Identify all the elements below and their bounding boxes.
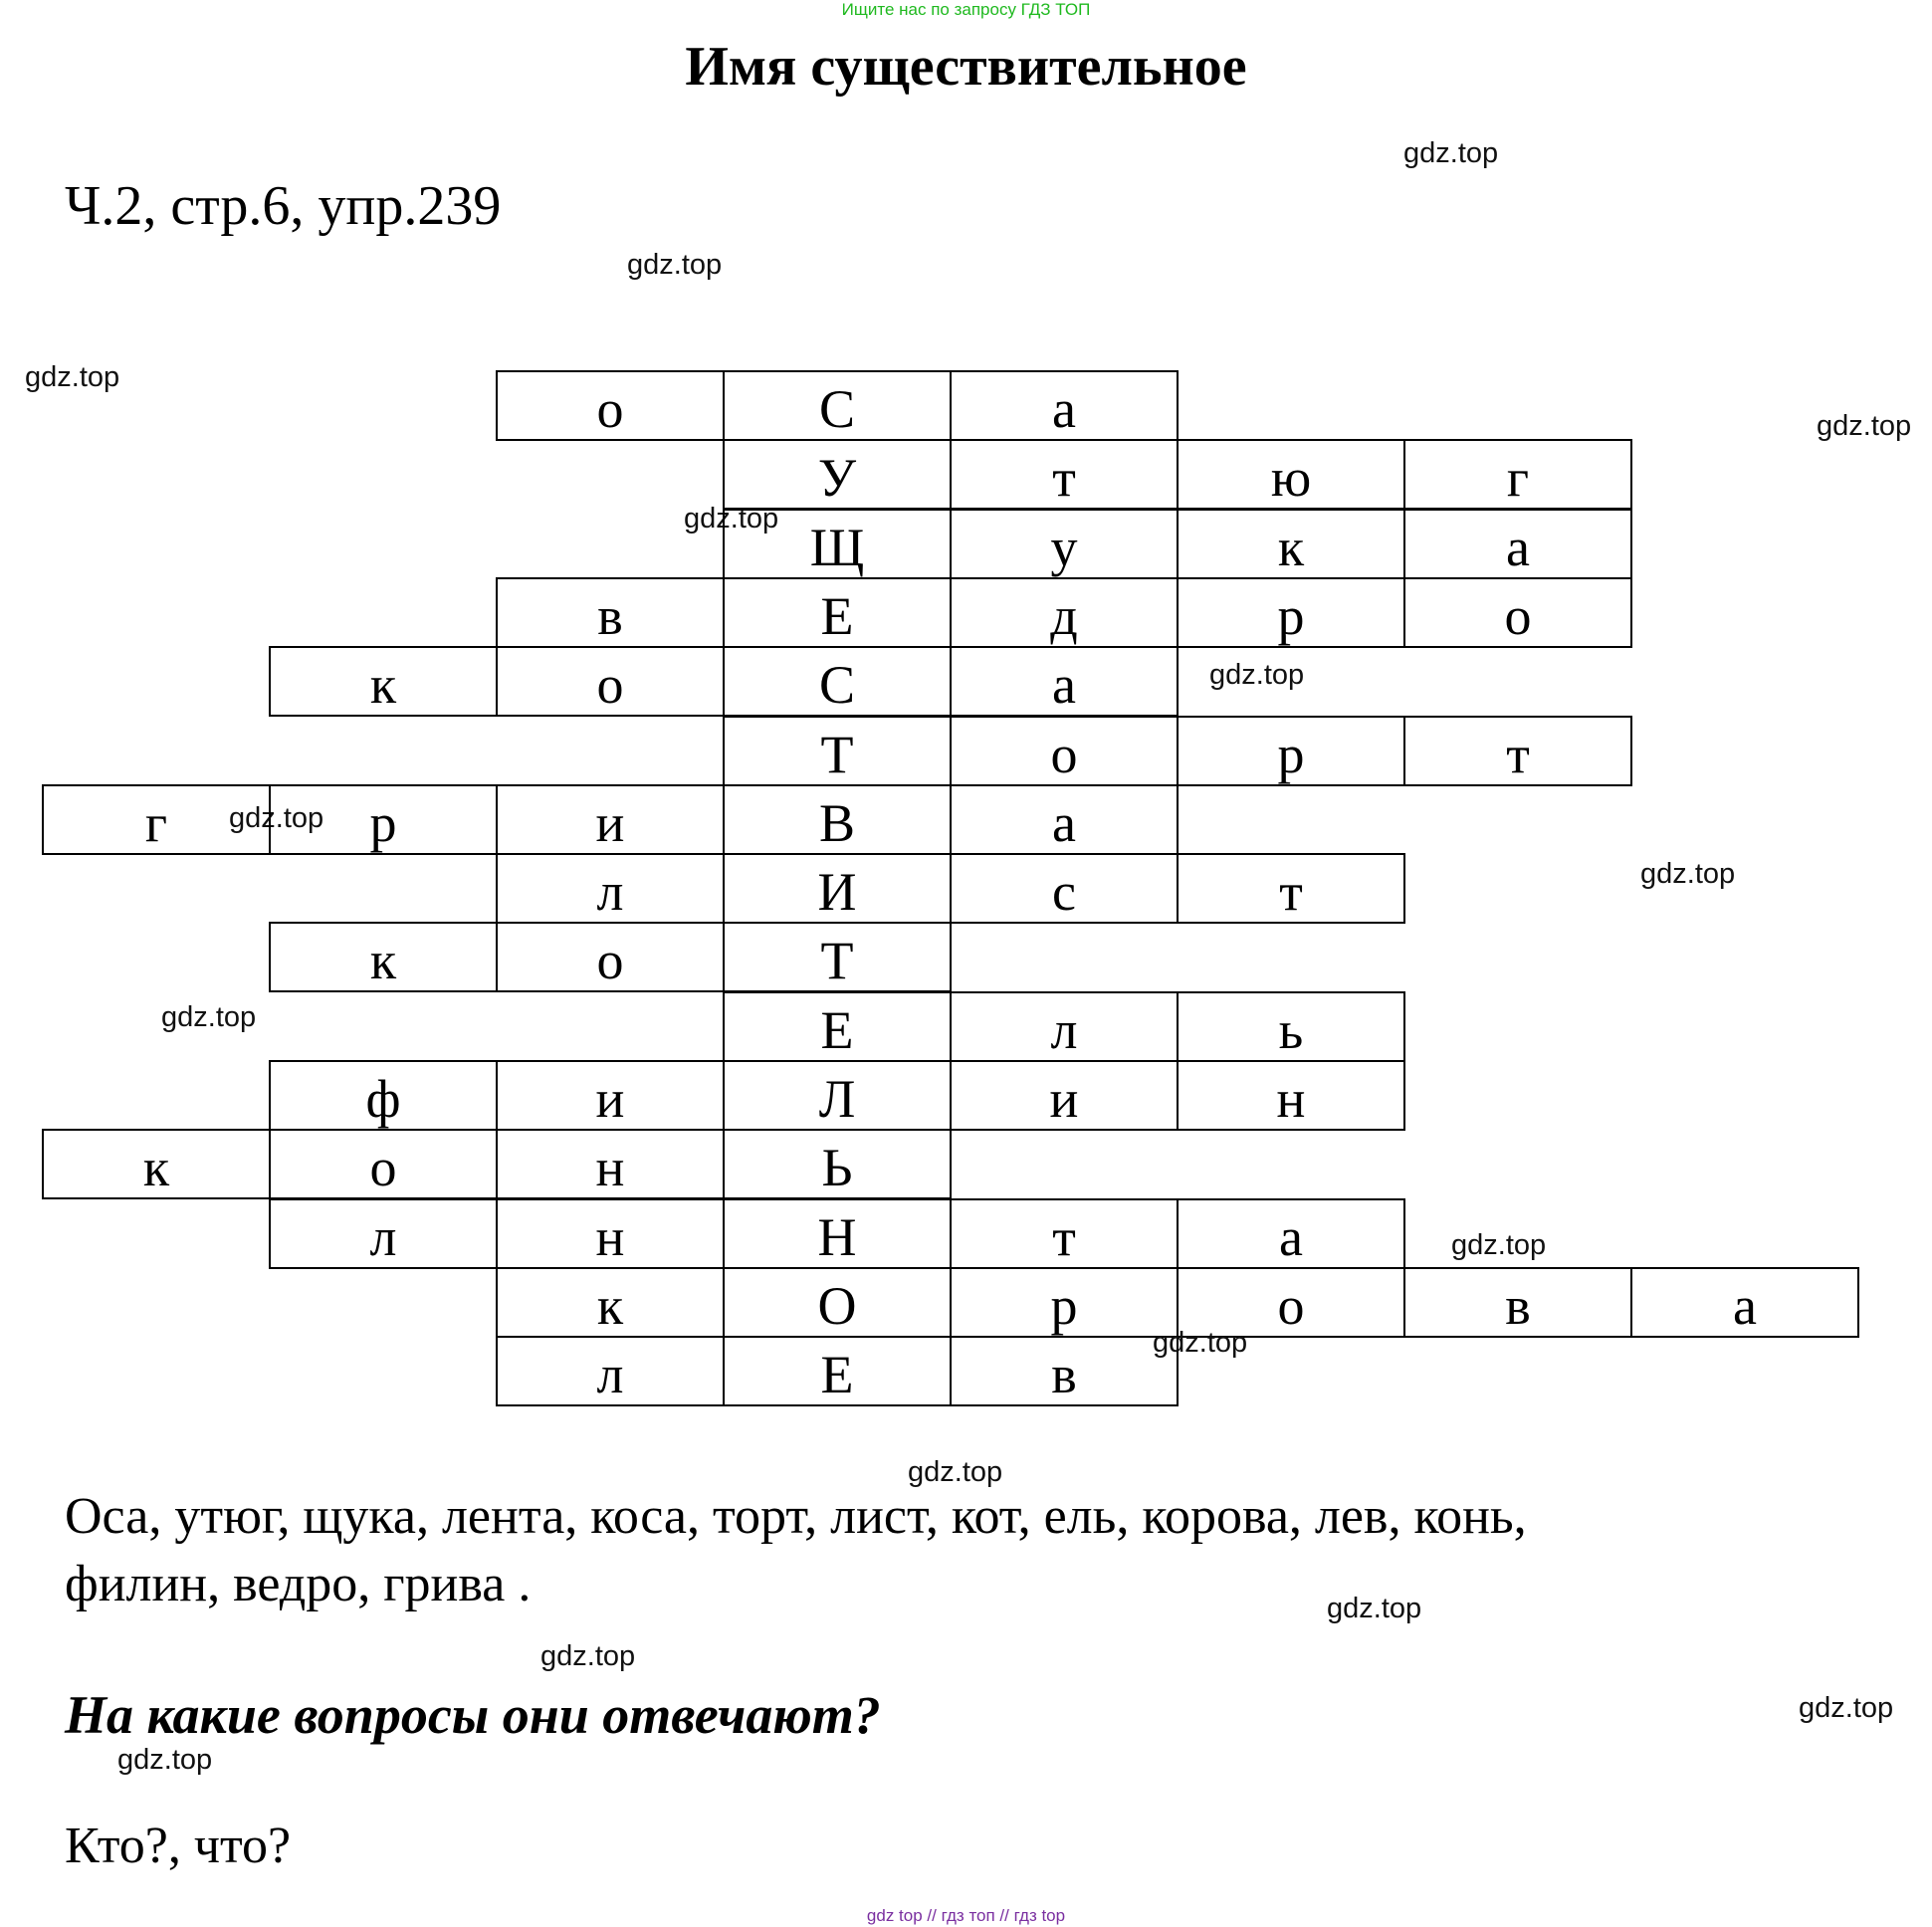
crossword-cell: р — [269, 784, 498, 855]
crossword-cell: г — [1403, 439, 1632, 510]
crossword-cell: а — [1403, 509, 1632, 579]
crossword-cell: а — [1177, 1198, 1405, 1269]
crossword-cell: т — [950, 1198, 1179, 1269]
crossword-cell: а — [950, 370, 1179, 441]
crossword-cell: к — [1177, 509, 1405, 579]
crossword-cell: ю — [1177, 439, 1405, 510]
exercise-reference: Ч.2, стр.6, упр.239 — [65, 175, 502, 237]
crossword-cell: В — [723, 784, 952, 855]
watermark: gdz.top — [1403, 137, 1499, 169]
crossword-cell: Ь — [723, 1129, 952, 1199]
crossword-cell: Е — [723, 1336, 952, 1406]
bottom-banner[interactable]: gdz top // гдз топ // гдз top — [866, 1906, 1066, 1925]
watermark: gdz.top — [684, 503, 779, 535]
crossword-cell: о — [950, 716, 1179, 786]
crossword-cell: р — [1177, 716, 1405, 786]
crossword-cell: и — [496, 784, 725, 855]
question-heading: На какие вопросы они отвечают? — [65, 1685, 881, 1745]
answer-words — [65, 1483, 1856, 1618]
watermark: gdz.top — [25, 361, 120, 393]
crossword-cell: к — [496, 1267, 725, 1338]
crossword-cell: О — [723, 1267, 952, 1338]
crossword-cell: Е — [723, 991, 952, 1062]
crossword-cell: н — [496, 1129, 725, 1199]
crossword-cell: с — [950, 853, 1179, 924]
answer-words-line: филин, ведро, грива . — [65, 1556, 532, 1612]
crossword-cell: Н — [723, 1198, 952, 1269]
crossword-cell: т — [1177, 853, 1405, 924]
crossword-cell: о — [1403, 577, 1632, 648]
crossword-cell: Щ — [723, 509, 952, 579]
crossword-cell: о — [269, 1129, 498, 1199]
watermark: gdz.top — [1153, 1327, 1248, 1359]
crossword-cell: а — [1630, 1267, 1859, 1338]
watermark: gdz.top — [1799, 1692, 1894, 1724]
crossword-cell: Л — [723, 1060, 952, 1131]
watermark: gdz.top — [908, 1456, 1003, 1488]
crossword-cell: к — [42, 1129, 271, 1199]
crossword-cell: в — [1403, 1267, 1632, 1338]
crossword-cell: И — [723, 853, 952, 924]
crossword-cell: ь — [1177, 991, 1405, 1062]
crossword-cell: и — [950, 1060, 1179, 1131]
crossword-cell: в — [950, 1336, 1179, 1406]
answer-words-line: Оса, утюг, щука, лента, коса, торт, лист, кот, ель, корова, лев, конь, — [65, 1488, 1527, 1545]
page-title: Имя существительное — [685, 36, 1247, 98]
crossword-cell: л — [496, 1336, 725, 1406]
crossword-cell: а — [950, 784, 1179, 855]
crossword-cell: ф — [269, 1060, 498, 1131]
crossword-cell: Т — [723, 922, 952, 992]
crossword-cell: т — [1403, 716, 1632, 786]
crossword-cell: и — [496, 1060, 725, 1131]
watermark: gdz.top — [1817, 410, 1912, 442]
crossword-cell: т — [950, 439, 1179, 510]
watermark: gdz.top — [1451, 1229, 1547, 1261]
top-banner[interactable]: Ищите нас по запросу ГДЗ ТОП — [841, 0, 1091, 19]
crossword-cell: к — [269, 922, 498, 992]
crossword-cell: о — [496, 646, 725, 717]
crossword-cell: Т — [723, 716, 952, 786]
watermark: gdz.top — [161, 1001, 257, 1033]
crossword-cell: р — [1177, 577, 1405, 648]
crossword-cell: в — [496, 577, 725, 648]
crossword-cell: л — [950, 991, 1179, 1062]
crossword-cell: л — [496, 853, 725, 924]
crossword-cell: л — [269, 1198, 498, 1269]
crossword-cell: У — [723, 439, 952, 510]
crossword-cell: у — [950, 509, 1179, 579]
watermark: gdz.top — [540, 1640, 636, 1672]
crossword-cell: р — [950, 1267, 1179, 1338]
crossword-cell: к — [269, 646, 498, 717]
watermark: gdz.top — [1327, 1593, 1422, 1624]
watermark: gdz.top — [627, 249, 723, 281]
crossword-cell: о — [496, 922, 725, 992]
question-answer: Кто?, что? — [65, 1818, 292, 1874]
crossword-cell: г — [42, 784, 271, 855]
crossword-cell: а — [950, 646, 1179, 717]
watermark: gdz.top — [1640, 858, 1736, 890]
crossword-cell: о — [1177, 1267, 1405, 1338]
crossword-cell: С — [723, 370, 952, 441]
crossword-cell: д — [950, 577, 1179, 648]
crossword-cell: н — [1177, 1060, 1405, 1131]
crossword-cell: Е — [723, 577, 952, 648]
crossword-cell: С — [723, 646, 952, 717]
watermark: gdz.top — [117, 1744, 213, 1776]
watermark: gdz.top — [229, 802, 324, 834]
watermark: gdz.top — [1209, 659, 1305, 691]
crossword-cell: о — [496, 370, 725, 441]
crossword-cell: н — [496, 1198, 725, 1269]
